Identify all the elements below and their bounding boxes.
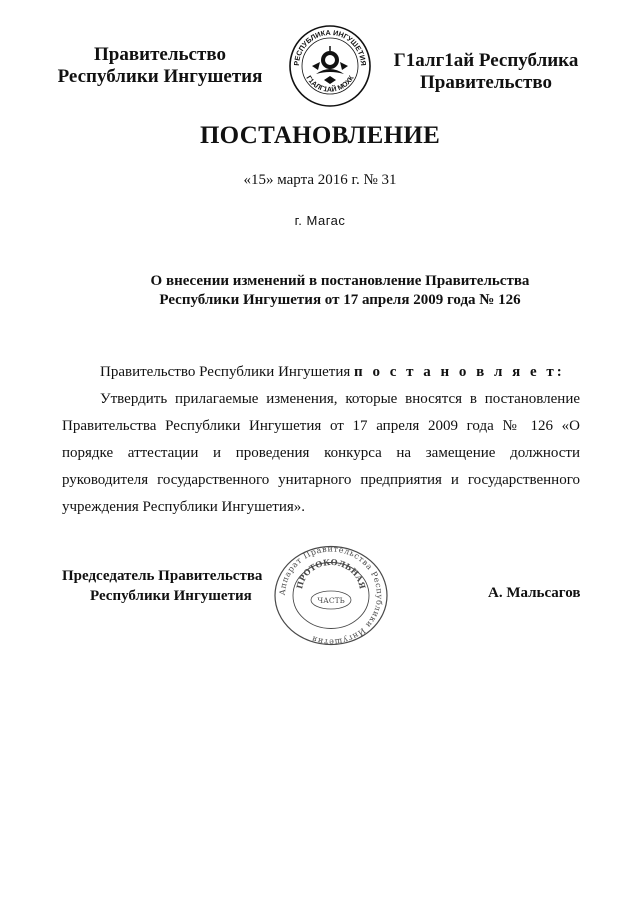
header-left-line1: Правительство (94, 44, 226, 65)
official-stamp-seal (272, 544, 390, 647)
coat-of-arms-emblem-icon (288, 24, 372, 108)
stamp-inner-text: ПРОТОКОЛЬНАЯ (294, 556, 368, 590)
emblem-text-top: РЕСПУБЛИКА ИНГУШЕТИЯ (291, 27, 369, 67)
document-body (62, 359, 580, 521)
intro-verb: п о с т а н о в л я е т: (354, 364, 565, 380)
document-date-number: «15» марта 2016 г. № 31 (243, 172, 397, 188)
header-left-line2: Республики Ингушетия (57, 66, 263, 87)
emblem-text-bottom: Г1АЛГ1АЙ МОХК (304, 74, 356, 94)
document-title: ПОСТАНОВЛЕНИЕ (199, 122, 441, 149)
subject-line2: Республики Ингушетия от 17 апреля 2009 года № 126 (159, 292, 521, 308)
signature-position-line2: Республики Ингушетия (90, 588, 252, 604)
signature-name: А. Мальсагов (488, 585, 581, 601)
subject-line1: О внесении изменений в постановление Правительства (150, 273, 530, 289)
intro-text: Правительство Республики Ингушетия (100, 364, 355, 380)
header-left (48, 44, 272, 88)
body-paragraph: Утвердить прилагаемые изменения, которые вносятся в постановление Правительства Республики Ингушетия от 17 апреля 2009 года № 126 «О порядке аттестации и проведения конкурса на замещение должности руководителя государственного унитарного предприятия и государственного учреждения Республики Ингушетия». (62, 391, 580, 515)
document-subject (100, 272, 580, 310)
header-right-line2: Правительство (420, 72, 552, 93)
svg-text:ПРОТОКОЛЬНАЯ (294, 557, 368, 590)
body-intro (62, 359, 580, 386)
signature-position-line1: Председатель Правительства (62, 568, 263, 584)
document-city: г. Магас (294, 213, 346, 228)
stamp-outer-text: Аппарат Правительства Республики Ингушетия (277, 544, 385, 647)
stamp-center-text: ЧАСТЬ (317, 596, 345, 605)
header-right-line1: Г1алг1ай Республика (393, 50, 579, 71)
header-right (384, 50, 588, 94)
